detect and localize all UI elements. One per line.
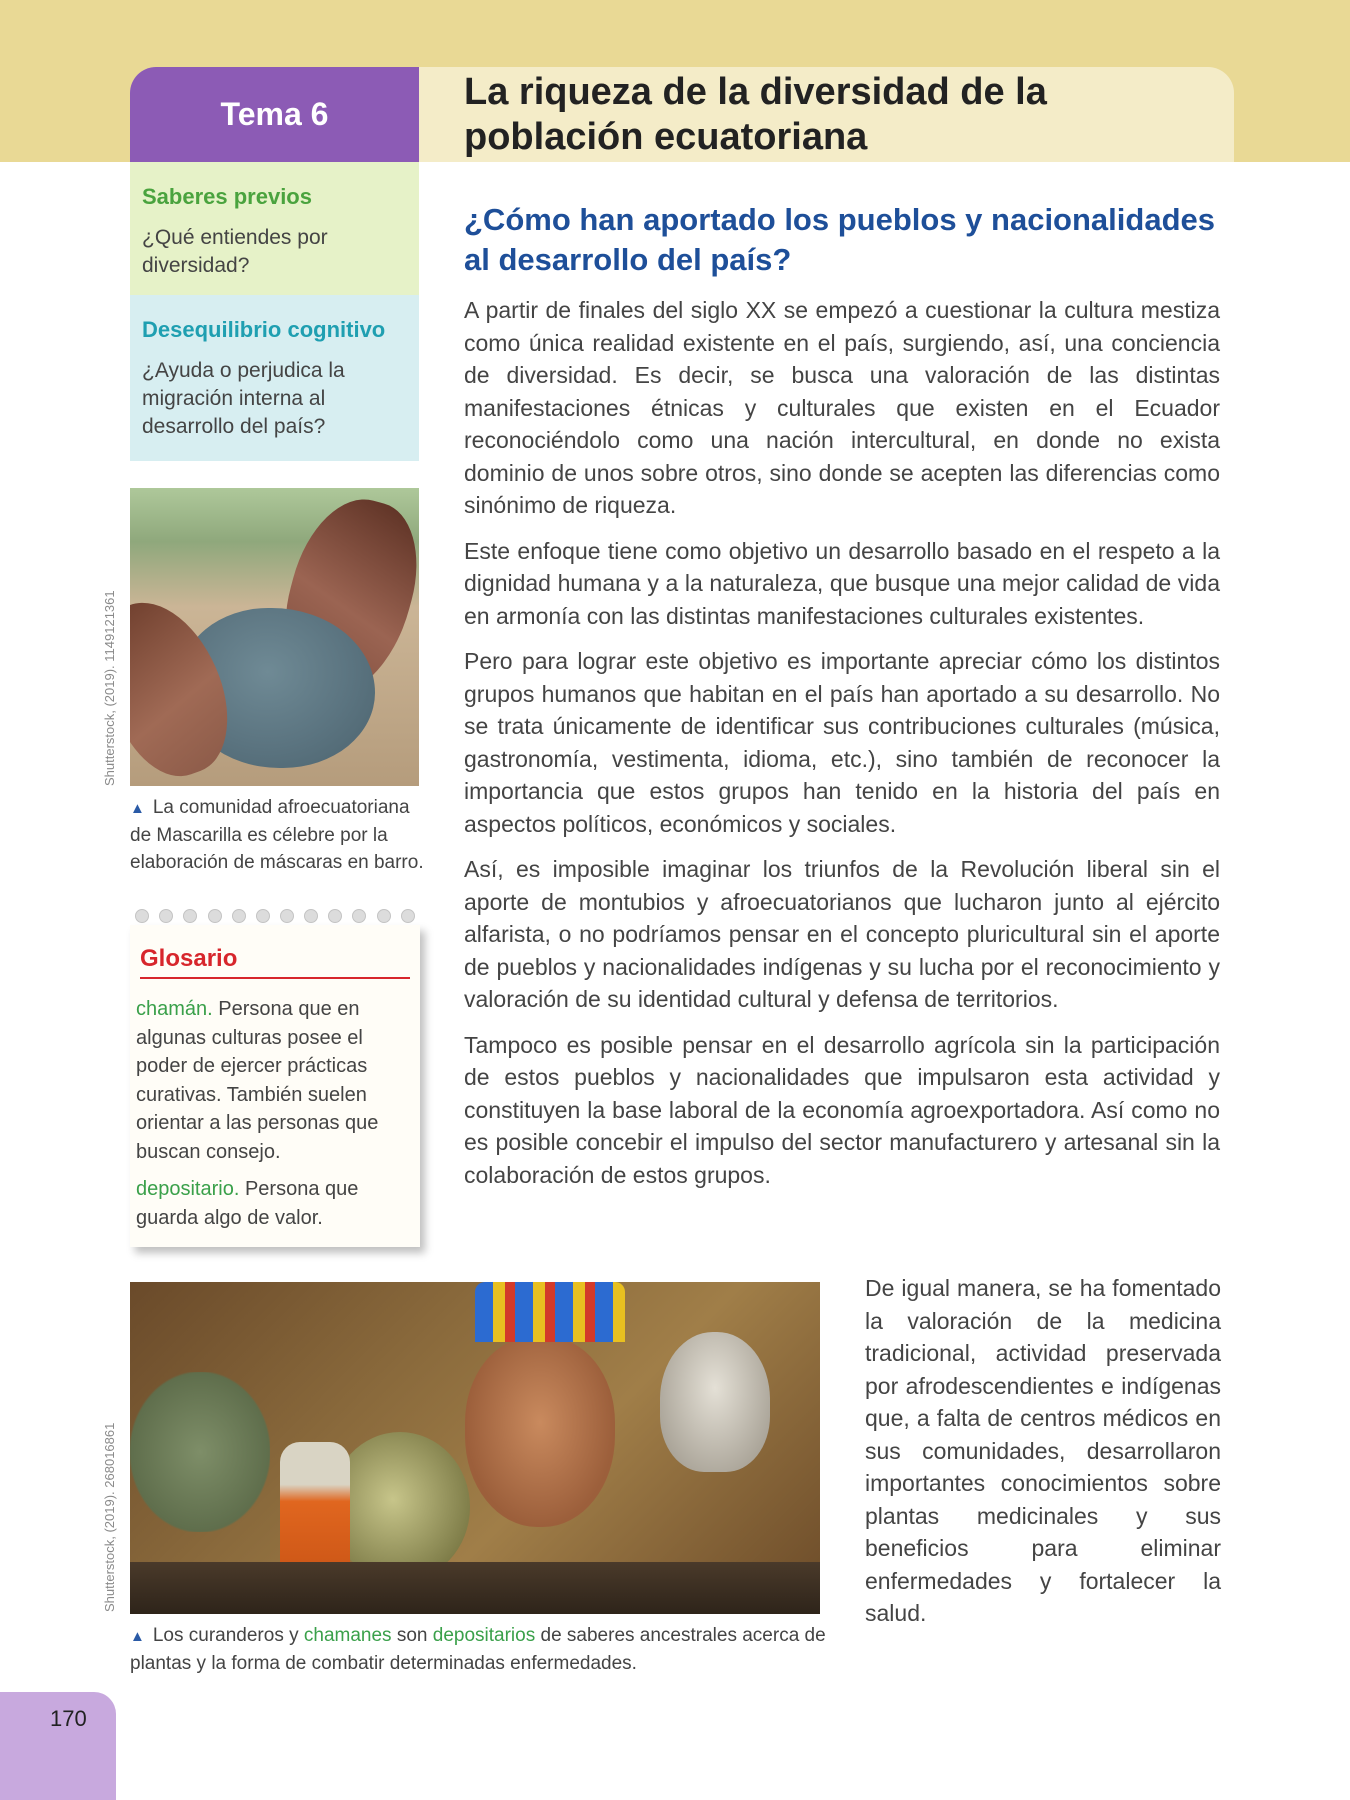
- caption-text: de saberes ancestrales acerca de plantas y la forma de combatir determinadas enfermedades.: [130, 1625, 826, 1674]
- saberes-previos-box: [130, 162, 419, 295]
- paragraph: Así, es imposible imaginar los triunfos de la Revolución liberal sin el aporte de montubios y afroecuatorianos que lucharon junto al ejército alfarista, o no podríamos pensar en el concepto pluricultural sin el aporte de pueblos y nacionalidades indígenas y su lucha por el reconocimiento y valoración de su identidad cultural y defensa de territorios.: [464, 856, 1220, 1012]
- triangle-icon: ▲: [130, 800, 145, 817]
- glossary-term: chamán.: [136, 998, 213, 1020]
- paragraph: A partir de finales del siglo XX se empezó a cuestionar la cultura mestiza como única realidad existente en el país, surgiendo, así, una conciencia de diversidad. Es decir, se busca una valoración de las distintas manifestaciones étnicas y culturales que existen en el Ecuador reconociéndolo como una nación intercultural, en donde no exista dominio de unos sobre otros, sino donde se acepten las diferencias como sinónimo de riqueza.: [464, 297, 1220, 518]
- ring-icon: [183, 909, 197, 923]
- saberes-text: ¿Qué entiendes por diversidad?: [142, 226, 328, 277]
- desequilibrio-text: ¿Ayuda o perjudica la migración interna al desarrollo del país?: [142, 359, 345, 438]
- glossary-body: [136, 995, 406, 1241]
- ring-icon: [256, 909, 270, 923]
- ring-icon: [328, 909, 342, 923]
- ring-icon: [377, 909, 391, 923]
- photo1-credit: Shutterstock, (2019). 1149121361: [102, 590, 117, 786]
- leaves-shape: [130, 1372, 270, 1532]
- glossary-entry: [136, 1175, 406, 1232]
- glossary-card: [130, 925, 420, 1247]
- ring-icon: [304, 909, 318, 923]
- clay-mask-photo: [130, 488, 419, 786]
- main-text: [464, 294, 1220, 1204]
- saberes-heading: Saberes previos: [142, 184, 312, 209]
- desequilibrio-heading: Desequilibrio cognitivo: [142, 317, 386, 342]
- glossary-entry: [136, 995, 406, 1166]
- tema-tab: Tema 6: [130, 67, 419, 162]
- paragraph: Pero para lograr este objetivo es importante apreciar cómo los distintos grupos humanos que habitan en el país han aportado a su desarrollo. No se trata únicamente de identificar sus contribuciones culturales (música, gastronomía, vestimenta, idioma, etc.), sino también de reconocer la importancia que estos grupos han tenido en la historia del país en aspectos políticos, económicos y sociales.: [464, 648, 1220, 837]
- glossary-definition: Persona que guarda algo de valor.: [136, 1178, 359, 1229]
- ring-icon: [208, 909, 222, 923]
- shaman-face-shape: [465, 1337, 615, 1527]
- ring-icon: [159, 909, 173, 923]
- feather-crown-shape: [475, 1282, 625, 1342]
- photo2-credit: Shutterstock, (2019). 268016861: [102, 1422, 117, 1612]
- table-shape: [130, 1562, 820, 1614]
- desequilibrio-box: [130, 295, 419, 461]
- photo1-caption-text: La comunidad afroecuatoriana de Mascarilla es célebre por la elaboración de máscaras en barro.: [130, 797, 424, 873]
- skull-shape: [660, 1332, 770, 1472]
- stone-shape: [330, 1432, 470, 1582]
- page-number: 170: [50, 1706, 87, 1731]
- paragraph: Tampoco es posible pensar en el desarrollo agrícola sin la participación de estos pueblos y nacionalidades que impulsaron esta actividad y constituyen la base laboral de la economía agroexportadora. Así como no es posible concebir el impulso del sector manufacturero y artesanal sin la colaboración de estos grupos.: [464, 1031, 1220, 1188]
- page-title-line1: La riqueza de la diversidad de la: [464, 71, 1047, 113]
- page-title-line2: población ecuatoriana: [464, 116, 868, 158]
- side-paragraph: De igual manera, se ha fomentado la valoración de la medicina tradicional, actividad preservada por afrodescendientes e indígenas que, a falta de centros médicos en sus comunidades, desarrollaron importantes conocimientos sobre plantas medicinales y sus beneficios para eliminar enfermedades y fortalecer la salud.: [865, 1275, 1221, 1626]
- ring-icon: [280, 909, 294, 923]
- ring-icon: [401, 909, 415, 923]
- section-subheading: ¿Cómo han aportado los pueblos y nacionalidades al desarrollo del país?: [464, 202, 1215, 277]
- caption-highlight: chamanes: [303, 1625, 392, 1646]
- glossary-term: depositario.: [136, 1178, 240, 1200]
- page-title: [464, 70, 1224, 160]
- ring-icon: [135, 909, 149, 923]
- shaman-photo: [130, 1282, 820, 1614]
- ring-icon: [232, 909, 246, 923]
- caption-text: Los curanderos y: [152, 1625, 299, 1646]
- photo1-caption: [130, 794, 425, 876]
- triangle-icon: ▲: [130, 1628, 145, 1645]
- glossary-heading: Glosario: [140, 945, 410, 979]
- photo2-caption: [130, 1622, 850, 1677]
- caption-text: son: [396, 1625, 428, 1646]
- glossary-definition: Persona que en algunas culturas posee el poder de ejercer prácticas curativas. También suelen orientar a las personas que buscan consejo.: [136, 998, 379, 1163]
- paragraph: Este enfoque tiene como objetivo un desarrollo basado en el respeto a la dignidad humana y a la naturaleza, que busque una mejor calidad de vida en armonía con las distintas manifestaciones culturales existentes.: [464, 537, 1220, 629]
- caption-highlight: depositarios: [432, 1625, 536, 1646]
- spiral-binding: [130, 907, 420, 925]
- ring-icon: [352, 909, 366, 923]
